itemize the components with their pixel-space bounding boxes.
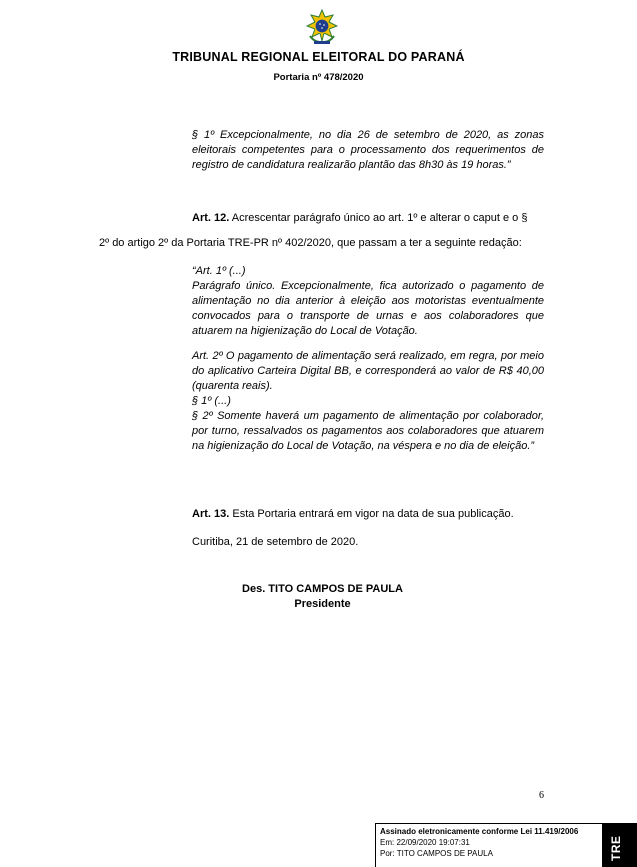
- article-12-continuation: 2º do artigo 2º da Portaria TRE-PR nº 402/2020, que passam a ter a seguinte redação:: [99, 237, 522, 249]
- court-title: TRIBUNAL REGIONAL ELEITORAL DO PARANÁ: [172, 50, 465, 64]
- stamp-title: Assinado eletronicamente conforme Lei 11.419/2006: [380, 827, 579, 836]
- article-12-text: Acrescentar parágrafo único ao art. 1º e alterar o caput e o §: [229, 212, 528, 224]
- quote2-line2: Parágrafo único. Excepcionalmente, fica autorizado o pagamento de alimentação no dia anterior à eleição aos motoristas eventualmente convocados para o transporte de urnas e aos colaboradores que atuarem na higienização do Local de Votação.: [192, 280, 544, 337]
- article-12-label: Art. 12.: [192, 212, 230, 224]
- quote3-line1: Art. 2º O pagamento de alimentação será realizado, em regra, por meio do aplicativo Carteira Digital BB, e corresponderá ao valor de R$ 40,00 (quarenta reais).: [192, 350, 544, 392]
- article-13: [192, 507, 514, 522]
- page-number: 6: [539, 790, 544, 801]
- stamp-signer: Por: TITO CAMPOS DE PAULA: [380, 849, 493, 858]
- article-13-text: Esta Portaria entrará em vigor na data de sua publicação.: [229, 508, 514, 520]
- stamp-date: Em: 22/09/2020 19:07:31: [380, 838, 470, 847]
- quote1-text: § 1º Excepcionalmente, no dia 26 de setembro de 2020, as zonas eleitorais competentes para o processamento dos requerimentos de registro de candidatura realizarão plantão das 8h30 às 19 horas.”: [192, 129, 544, 171]
- electronic-signature-stamp: [375, 823, 603, 867]
- tre-side-tab: [603, 823, 637, 867]
- portaria-number: Portaria nº 478/2020: [273, 72, 364, 83]
- signer-role: Presidente: [294, 598, 351, 610]
- quoted-paragraph-3: [192, 349, 544, 454]
- quote2-line1: “Art. 1º (...): [192, 265, 246, 277]
- tre-tab-label: TRE: [609, 835, 623, 861]
- date-line: Curitiba, 21 de setembro de 2020.: [192, 536, 359, 548]
- article-13-label: Art. 13.: [192, 508, 230, 520]
- article-12: [192, 211, 558, 226]
- brazil-coat-of-arms-icon: [306, 9, 338, 47]
- quote3-line2: § 1º (...): [192, 395, 231, 407]
- quoted-paragraph-1: [192, 128, 544, 173]
- signer-name: Des. TITO CAMPOS DE PAULA: [242, 583, 403, 595]
- quote3-line3: § 2º Somente haverá um pagamento de alimentação por colaborador, por turno, ressalvados os pagamentos aos colaboradores que atuarem na higienização do Local de Votação, na véspera e no dia de eleição.”: [192, 410, 544, 452]
- quoted-paragraph-2: [192, 264, 544, 339]
